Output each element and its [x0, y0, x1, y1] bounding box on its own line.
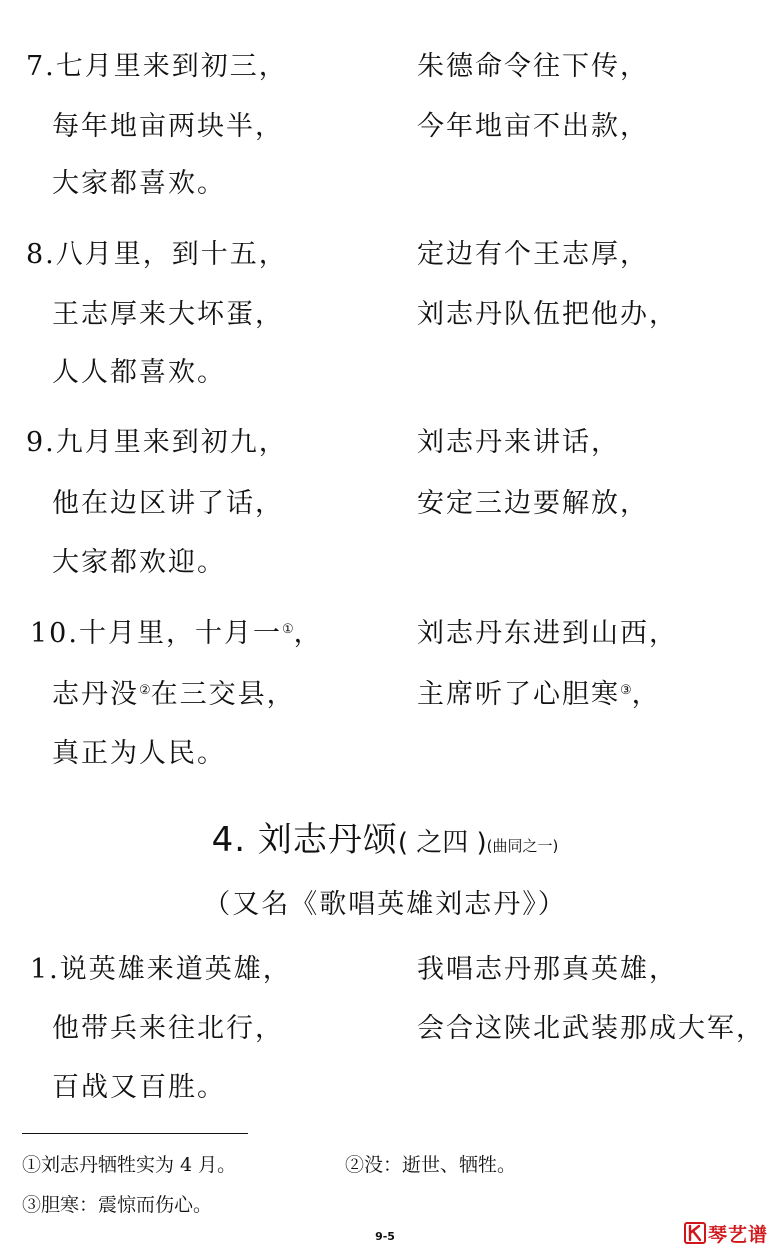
verse-10-line-5: 真正为人民。 [52, 738, 226, 769]
verse-9-line-4: 安定三边要解放， [417, 488, 649, 519]
song4-verse-1-line-5: 百战又百胜。 [52, 1072, 226, 1103]
verse-8-line-4: 刘志丹队伍把他办， [417, 299, 678, 330]
verse-9-line-3: 他在边区讲了话， [52, 488, 284, 519]
verse-10-line-4-end: ， [631, 679, 661, 710]
footnote-2: ②没：逝世、牺牲。 [345, 1154, 517, 1176]
song-title-note: (曲同之一) [486, 837, 559, 855]
verse-10-line-3-text: 志丹没 [52, 679, 139, 710]
verse-7-line-4: 今年地亩不出款， [417, 111, 649, 142]
song4-verse-1-line-2: 我唱志丹那真英雄， [417, 954, 678, 985]
footnote-mark-2: ② [139, 683, 151, 698]
verse-7-line-3: 每年地亩两块半， [52, 111, 284, 142]
verse-10-line-4-text: 主席听了心胆寒 [417, 679, 620, 710]
footnote-mark-3: ③ [620, 683, 632, 698]
footnote-divider [22, 1133, 248, 1134]
verse-9-line-1: 9.九月里来到初九， [26, 427, 288, 458]
verse-10-line-3-end: 在三交县， [150, 679, 296, 710]
verse-10-line-1-end: ， [293, 618, 323, 649]
verse-7-line-2: 朱德命令往下传， [417, 51, 649, 82]
verse-8-line-1: 8.八月里，到十五， [26, 239, 288, 270]
page-number: 9-5 [375, 1230, 395, 1243]
song-alt-name: （又名《歌唱英雄刘志丹》） [203, 889, 567, 920]
song4-verse-1-line-4: 会合这陕北武装那成大军， [417, 1013, 765, 1044]
logo-text: 琴艺谱 [708, 1223, 769, 1246]
verse-10-line-3 [52, 678, 296, 712]
verse-10-line-4 [417, 678, 661, 712]
verse-8-line-2: 定边有个王志厚， [417, 239, 649, 270]
footnote-1: ①刘志丹牺牲实为 4 月。 [22, 1154, 237, 1176]
song4-verse-1-line-1: 1.说英雄来道英雄， [30, 954, 292, 985]
verse-9-line-2: 刘志丹来讲话， [417, 427, 620, 458]
site-logo [684, 1221, 768, 1245]
song-title [0, 812, 770, 861]
verse-10-line-1 [30, 617, 323, 651]
song4-verse-1-line-3: 他带兵来往北行， [52, 1013, 284, 1044]
verse-8-line-3: 王志厚来大坏蛋， [52, 299, 284, 330]
verse-10-line-1-text: 10.十月里，十月一 [30, 618, 282, 649]
verse-8-line-5: 人人都喜欢。 [52, 357, 226, 388]
footnote-3: ③胆寒：震惊而伤心。 [22, 1194, 213, 1216]
verse-7-line-1: 7.七月里来到初三， [26, 51, 288, 82]
song-title-main: 4. 刘志丹颂 [211, 820, 398, 860]
piano-k-icon [684, 1222, 706, 1244]
verse-9-line-5: 大家都欢迎。 [52, 547, 226, 578]
verse-10-line-2: 刘志丹东进到山西， [417, 618, 678, 649]
song-title-sub: ( 之四 ) [397, 828, 487, 858]
verse-7-line-5: 大家都喜欢。 [52, 168, 226, 199]
footnote-mark-1: ① [281, 622, 294, 637]
